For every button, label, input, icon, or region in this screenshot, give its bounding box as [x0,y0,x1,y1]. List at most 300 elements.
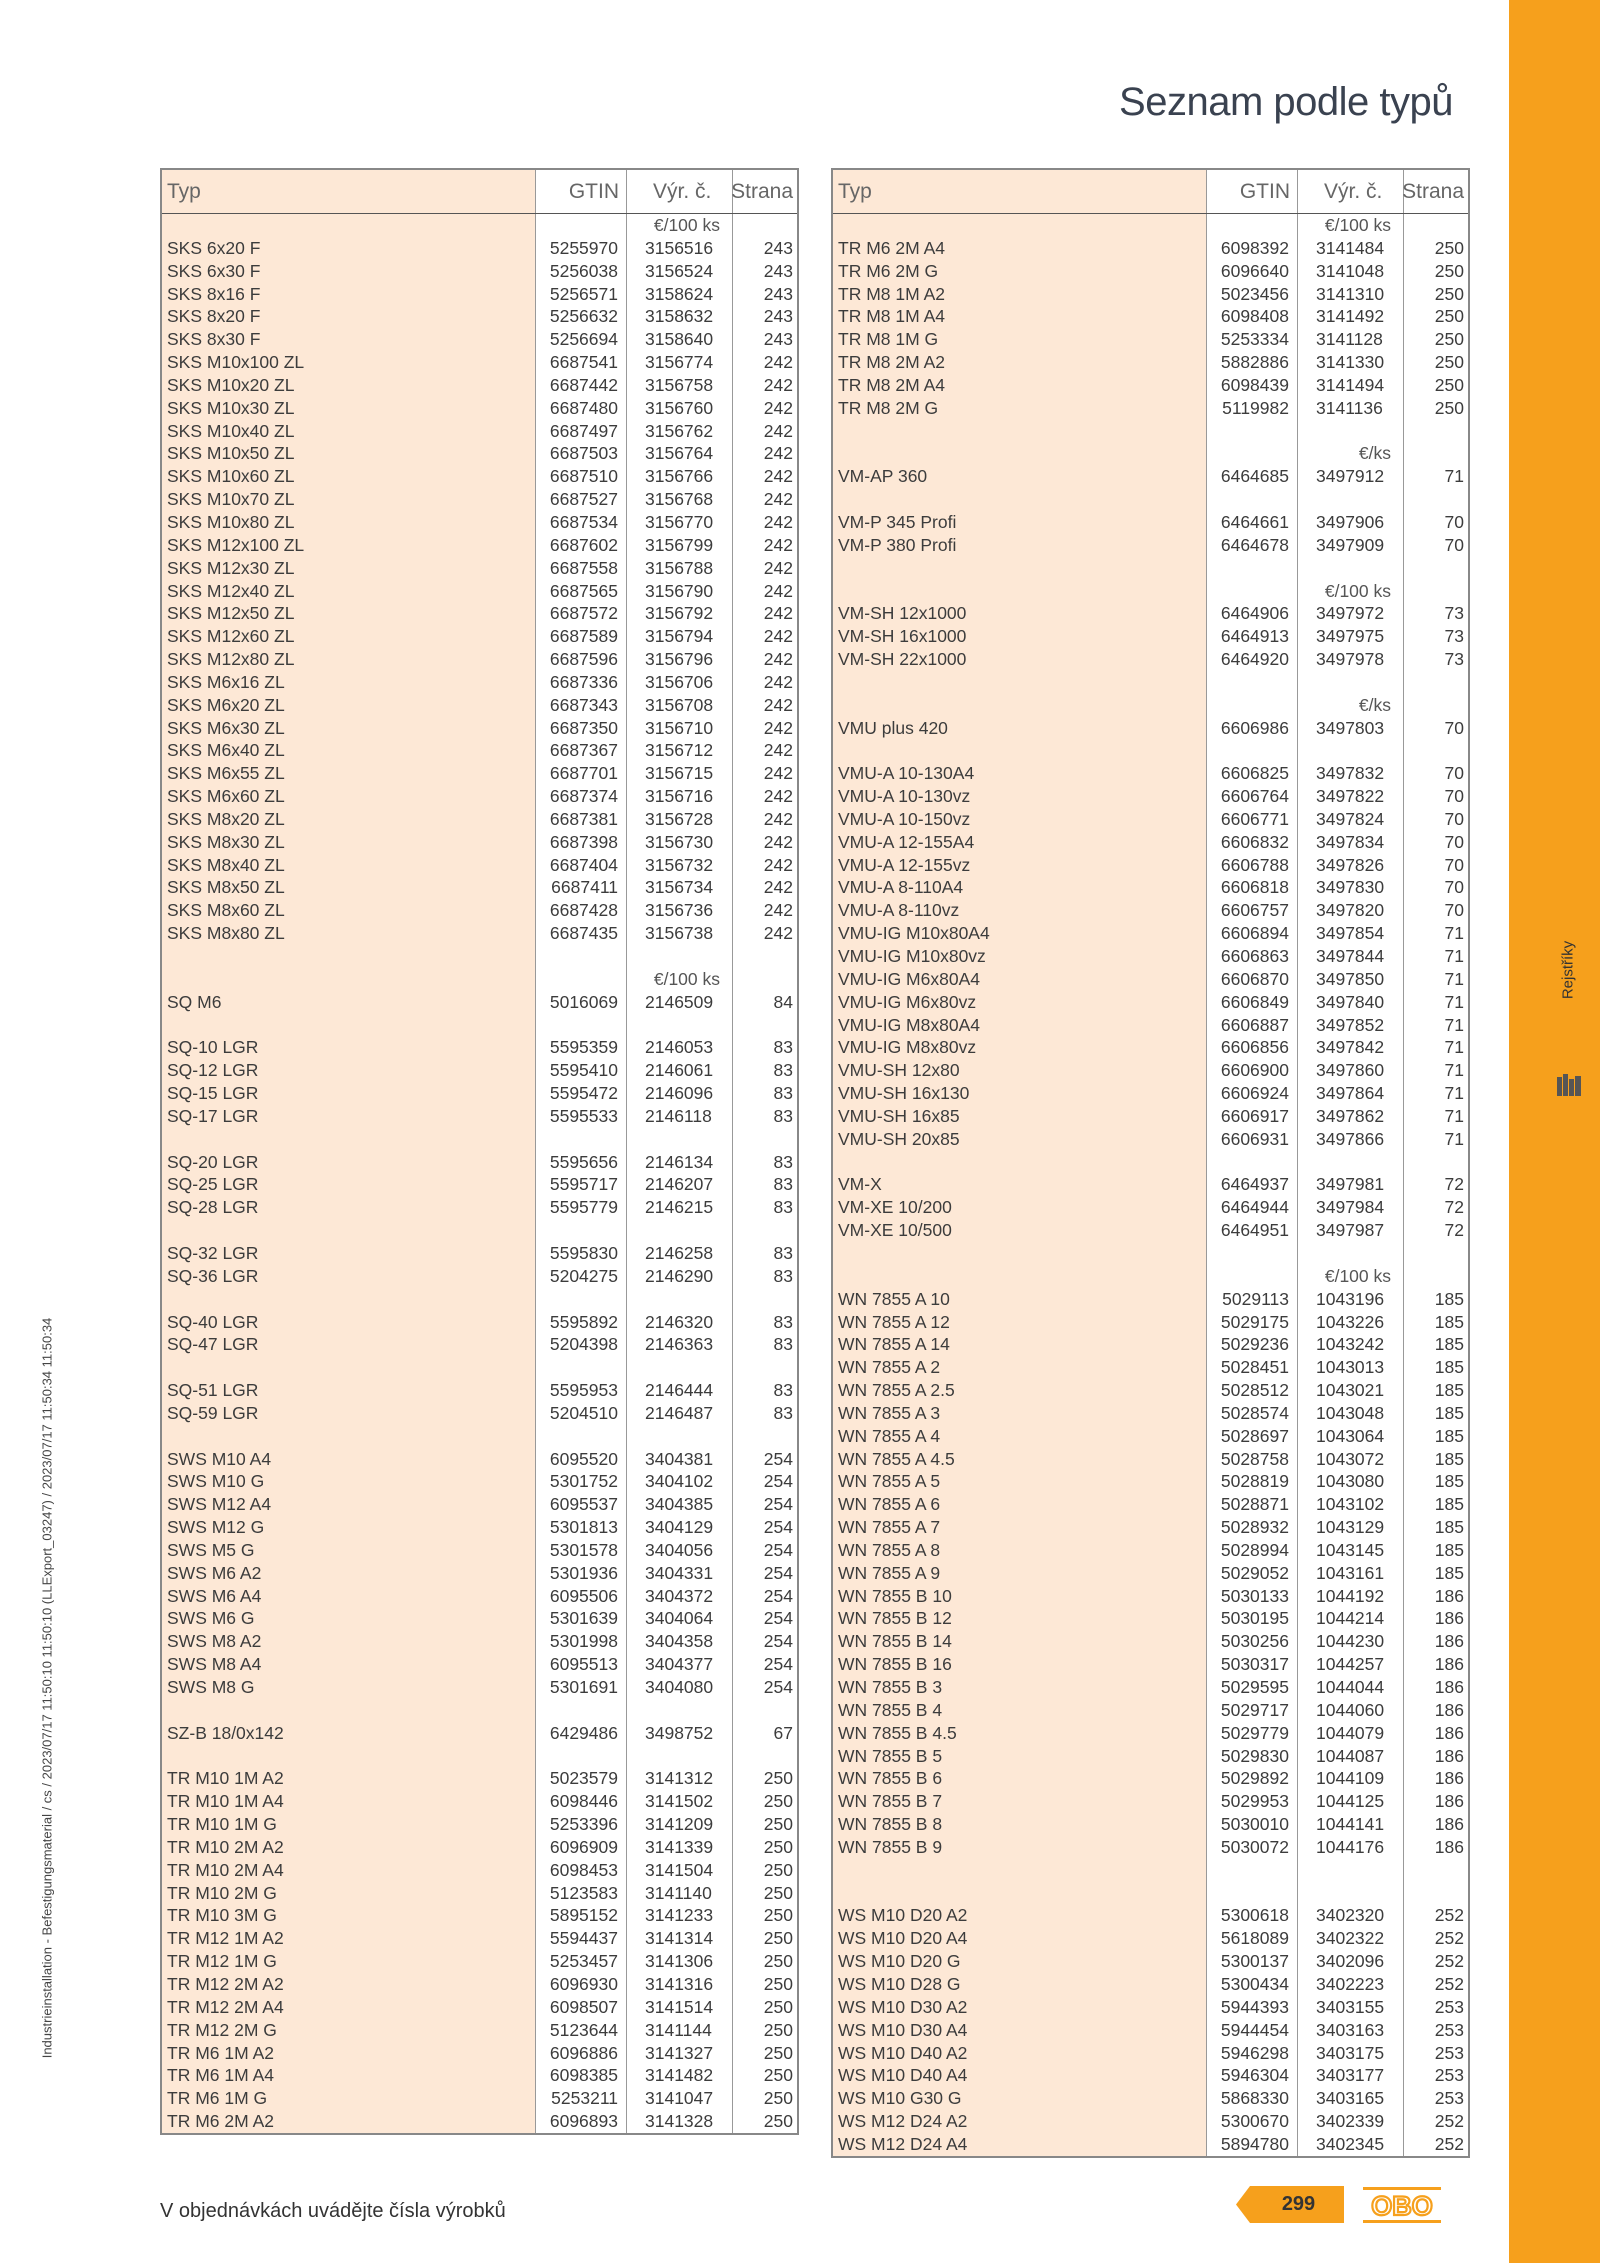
product-table-left [160,168,799,2135]
page-cell: 83 [773,1242,793,1263]
article-number-cell: 3497822 [1316,786,1385,807]
article-number-cell: 1044060 [1316,1699,1385,1720]
type-cell: SWS M12 G [167,1517,265,1538]
page-cell: 242 [763,534,793,555]
gtin-cell: 5595779 [549,1197,618,1218]
type-cell: VMU-IG M10x80A4 [838,923,990,944]
page-cell: 71 [1444,968,1464,989]
gtin-cell: 5030195 [1220,1608,1289,1629]
gtin-cell: 5595359 [549,1037,618,1058]
type-cell: SKS M8x40 ZL [167,854,285,875]
type-cell: SKS 6x20 F [167,237,261,258]
header-gtin: GTIN [1239,180,1290,203]
table-row [833,1082,1468,1105]
product-table-right [831,168,1470,2158]
spacer-row [162,1356,797,1379]
article-number-cell: 3498752 [645,1722,714,1743]
unit-row [833,694,1468,717]
article-number-cell: 1044214 [1316,1608,1385,1629]
table-header [162,170,797,214]
page-cell: 254 [763,1631,793,1652]
obo-logo [1362,2185,1442,2225]
gtin-cell: 5256694 [549,329,618,350]
table-row [162,1904,797,1927]
table-row [833,1379,1468,1402]
table-row [833,1173,1468,1196]
gtin-cell: 6464944 [1220,1197,1289,1218]
table-row [833,1036,1468,1059]
gtin-cell: 5028758 [1220,1448,1289,1469]
page-cell: 254 [763,1539,793,1560]
page-cell: 242 [763,923,793,944]
type-cell: SKS M6x55 ZL [167,763,285,784]
page-cell: 186 [1434,1608,1464,1629]
type-cell: SKS 8x20 F [167,306,261,327]
type-cell: SWS M8 G [167,1677,255,1697]
export-metadata: Industrieinstallation - Befestigungsmaterial / cs / 2023/07/17 11:50:10 11:50:10 (LLExport_03247) / 2023/07/17 11:50:34 11:50:34 [39,1317,55,2059]
page-cell: 185 [1434,1288,1464,1309]
gtin-cell: 5595717 [549,1174,618,1195]
page-cell: 83 [773,1083,793,1104]
article-number-cell: 2146134 [645,1151,714,1172]
type-cell: SQ-36 LGR [167,1265,259,1286]
page-cell: 250 [763,2088,793,2109]
article-number-cell: 3497864 [1316,1083,1385,1104]
page-cell: 242 [763,808,793,829]
gtin-cell: 5946304 [1220,2065,1289,2086]
page-cell: 253 [1434,2065,1464,2086]
table-row [833,991,1468,1014]
type-cell: VM-P 380 Profi [838,534,957,555]
type-cell: SQ-40 LGR [167,1311,259,1332]
type-cell: SWS M6 G [167,1608,255,1629]
type-cell: TR M12 2M G [167,2019,277,2040]
page-cell: 185 [1434,1448,1464,1469]
gtin-cell: 5029595 [1220,1677,1289,1697]
article-number-cell: 3404102 [645,1471,714,1492]
page-cell: 250 [1434,397,1464,418]
type-cell: VMU-IG M10x80vz [838,946,986,966]
page-cell: 250 [763,2019,793,2040]
table-row [162,260,797,283]
article-number-cell: 3497824 [1316,808,1385,829]
gtin-cell: 5029236 [1220,1334,1289,1355]
type-cell: WN 7855 A 2.5 [838,1380,955,1401]
gtin-cell: 5895152 [549,1905,618,1926]
article-number-cell: 3141494 [1316,374,1385,395]
type-cell: WN 7855 A 12 [838,1311,950,1332]
page-cell: 250 [1434,260,1464,281]
table-row [162,808,797,831]
type-cell: SKS 6x30 F [167,260,261,281]
article-number-cell: 3156706 [645,671,714,692]
table-row [162,465,797,488]
article-number-cell: 3497820 [1316,900,1385,921]
type-cell: VM-SH 12x1000 [838,603,967,624]
article-number-cell: 1043161 [1316,1562,1385,1583]
table-row [162,328,797,351]
article-number-cell: 3156728 [645,808,714,829]
article-number-cell: 3141233 [645,1905,714,1926]
table-row [162,397,797,420]
table-row [833,1333,1468,1356]
table-row [162,1653,797,1676]
article-number-cell: 1043021 [1316,1380,1385,1401]
type-cell: SKS M8x30 ZL [167,831,285,852]
article-number-cell: 3497860 [1316,1060,1385,1081]
page-cell: 242 [763,671,793,692]
article-number-cell: 3497981 [1316,1174,1385,1195]
page-cell: 70 [1444,854,1464,875]
article-number-cell: 3156738 [645,923,714,944]
article-number-cell: 3497866 [1316,1128,1385,1149]
article-number-cell: 3156790 [645,580,714,601]
page-cell: 185 [1434,1471,1464,1492]
type-cell: SKS M6x20 ZL [167,694,285,715]
gtin-cell: 5029953 [1220,1791,1289,1812]
type-cell: VMU-A 8-110A4 [838,877,964,898]
table-row [162,1996,797,2019]
page-cell: 73 [1444,626,1464,647]
gtin-cell: 6606931 [1220,1128,1289,1149]
gtin-cell: 6687589 [549,626,618,647]
page-cell: 186 [1434,1814,1464,1835]
table-row [162,1470,797,1493]
article-number-cell: 3402320 [1316,1905,1385,1926]
gtin-cell: 5595892 [549,1311,618,1332]
page-cell: 83 [773,1265,793,1286]
table-row [162,739,797,762]
article-number-cell: 3156715 [645,763,714,784]
page-cell: 243 [763,329,793,350]
gtin-cell: 5594437 [549,1928,618,1949]
article-number-cell: 3497862 [1316,1105,1385,1126]
article-number-cell: 1043145 [1316,1539,1385,1560]
table-row [162,1882,797,1905]
page-cell: 250 [763,1768,793,1789]
table-row [833,1927,1468,1950]
page-cell: 83 [773,1174,793,1195]
table-body [833,214,1468,2156]
type-cell: WN 7855 A 6 [838,1494,941,1515]
table-row [833,1059,1468,1082]
gtin-cell: 5944454 [1220,2019,1289,2040]
article-number-cell: 3403155 [1316,1996,1385,2017]
gtin-cell: 5944393 [1220,1996,1289,2017]
page-cell: 252 [1434,1973,1464,1994]
gtin-cell: 6464913 [1220,626,1289,647]
article-number-cell: 3497803 [1316,717,1385,738]
table-row [833,2087,1468,2110]
table-row [833,808,1468,831]
article-number-cell: 3497909 [1316,534,1385,555]
table-row [162,671,797,694]
article-number-cell: 3141209 [645,1814,714,1835]
page-cell: 70 [1444,831,1464,852]
type-cell: WS M10 D20 G [838,1951,961,1972]
gtin-cell: 6606986 [1220,717,1289,738]
type-cell: TR M8 2M A4 [838,374,945,395]
page-cell: 71 [1444,1128,1464,1149]
page-number: 299 [1281,2193,1316,2215]
table-row [162,1767,797,1790]
type-cell: VMU-A 10-150vz [838,808,971,829]
table-row [833,1493,1468,1516]
article-number-cell: 3497987 [1316,1220,1385,1241]
page-cell: 72 [1444,1174,1464,1195]
page-cell: 73 [1444,649,1464,670]
article-number-cell: 1043226 [1316,1311,1385,1332]
gtin-cell: 6096886 [549,2042,618,2063]
price-unit: €/100 ks [1324,1265,1391,1286]
page-cell: 254 [763,1608,793,1629]
sidebar-section-label[interactable]: Rejstříky [1559,940,1577,1000]
spacer-row [162,1128,797,1151]
gtin-cell: 6606849 [1220,991,1289,1012]
article-number-cell: 2146487 [645,1402,714,1423]
gtin-cell: 6098446 [549,1791,618,1812]
gtin-cell: 6606856 [1220,1037,1289,1058]
article-number-cell: 1044176 [1316,1836,1385,1857]
table-row [833,1973,1468,1996]
page-cell: 73 [1444,603,1464,624]
table-row [162,648,797,671]
article-number-cell: 1043072 [1316,1448,1385,1469]
article-number-cell: 1044087 [1316,1745,1385,1766]
gtin-cell: 6687596 [549,649,618,670]
spacer-row [162,1288,797,1311]
type-cell: SKS M10x30 ZL [167,397,295,418]
page-cell: 71 [1444,991,1464,1012]
spacer-row [833,1151,1468,1174]
table-row [162,1082,797,1105]
gtin-cell: 6687701 [549,763,618,784]
type-cell: SQ-47 LGR [167,1334,259,1355]
type-cell: SQ-15 LGR [167,1083,259,1104]
type-cell: VM-XE 10/500 [838,1220,952,1241]
page-cell: 83 [773,1311,793,1332]
gtin-cell: 6687497 [549,420,618,441]
article-number-cell: 3141502 [645,1791,714,1812]
type-cell: WN 7855 A 14 [838,1334,950,1355]
page-cell: 185 [1434,1517,1464,1538]
table-row [162,351,797,374]
page-cell: 242 [763,649,793,670]
table-row [833,968,1468,991]
type-cell: VM-X [838,1174,882,1195]
gtin-cell: 6464685 [1220,466,1289,487]
page-cell: 72 [1444,1220,1464,1241]
table-row [833,1516,1468,1539]
page-cell: 242 [763,740,793,761]
gtin-cell: 6687381 [549,808,618,829]
table-row [162,1973,797,1996]
type-cell: VMU-SH 20x85 [838,1128,960,1149]
gtin-cell: 6606771 [1220,808,1289,829]
type-cell: WN 7855 B 3 [838,1677,943,1697]
page-cell: 242 [763,900,793,921]
article-number-cell: 3497830 [1316,877,1385,898]
gtin-cell: 5253334 [1220,329,1289,350]
type-cell: VMU-IG M6x80A4 [838,968,980,989]
type-cell: TR M6 1M G [167,2088,268,2109]
page-cell: 254 [763,1494,793,1515]
table-row [833,374,1468,397]
article-number-cell: 3497854 [1316,923,1385,944]
table-row [833,762,1468,785]
table-row [833,1105,1468,1128]
page-cell: 70 [1444,786,1464,807]
price-unit: €/100 ks [1324,215,1391,235]
type-cell: SWS M10 G [167,1471,265,1492]
type-cell: WS M10 D30 A2 [838,1996,968,2017]
article-number-cell: 3402096 [1316,1951,1385,1972]
article-number-cell: 3402322 [1316,1928,1385,1949]
article-number-cell: 3156796 [645,649,714,670]
page-cell: 250 [763,1996,793,2017]
unit-row [162,214,797,237]
gtin-cell: 6606870 [1220,968,1289,989]
article-number-cell: 3141339 [645,1836,714,1857]
page-cell: 186 [1434,1631,1464,1652]
article-number-cell: 1044125 [1316,1791,1385,1812]
type-cell: SKS M8x20 ZL [167,808,285,829]
page-cell: 242 [763,580,793,601]
article-number-cell: 3497842 [1316,1037,1385,1058]
type-cell: VM-XE 10/200 [838,1197,952,1218]
type-cell: SKS M8x50 ZL [167,877,285,898]
table-row [162,2087,797,2110]
article-number-cell: 1043064 [1316,1425,1385,1446]
type-cell: SQ-59 LGR [167,1402,259,1423]
type-cell: SKS M10x50 ZL [167,443,295,464]
type-cell: WN 7855 B 4.5 [838,1722,957,1743]
table-row [162,1607,797,1630]
gtin-cell: 5029830 [1220,1745,1289,1766]
gtin-cell: 5030072 [1220,1836,1289,1857]
type-cell: VM-SH 22x1000 [838,649,967,670]
type-cell: TR M8 1M G [838,329,939,350]
spacer-row [162,1699,797,1722]
gtin-cell: 6096893 [549,2111,618,2132]
type-cell: SQ-32 LGR [167,1242,259,1263]
header-typ: Typ [167,180,201,203]
table-row [162,1448,797,1471]
page-cell: 185 [1434,1334,1464,1355]
gtin-cell: 5028871 [1220,1494,1289,1515]
page-cell: 71 [1444,1105,1464,1126]
gtin-cell: 5300670 [1220,2111,1289,2132]
article-number-cell: 3497852 [1316,1014,1385,1035]
gtin-cell: 5256571 [549,283,618,304]
table-row [833,237,1468,260]
gtin-cell: 5023456 [1220,283,1289,304]
table-row [833,1904,1468,1927]
page-cell: 242 [763,717,793,738]
article-number-cell: 3156768 [645,489,714,510]
page-cell: 253 [1434,2019,1464,2040]
gtin-cell: 5030010 [1220,1814,1289,1835]
gtin-cell: 6606863 [1220,946,1289,966]
type-cell: VMU plus 420 [838,717,948,738]
table-row [162,1539,797,1562]
page-cell: 242 [763,831,793,852]
index-tabs-icon[interactable] [1557,1074,1581,1096]
page-cell: 186 [1434,1768,1464,1789]
type-cell: WN 7855 A 4.5 [838,1448,955,1469]
article-number-cell: 3141144 [645,2019,712,2040]
table-row [833,2019,1468,2042]
type-cell: SQ-25 LGR [167,1174,259,1195]
article-number-cell: 3141504 [645,1859,714,1880]
gtin-cell: 6098439 [1220,374,1289,395]
unit-row [162,968,797,991]
article-number-cell: 3404056 [645,1539,714,1560]
type-cell: WS M10 G30 G [838,2088,962,2109]
gtin-cell: 6687411 [551,877,618,898]
table-row [833,1311,1468,1334]
table-row [162,1859,797,1882]
page-cell: 70 [1444,877,1464,898]
gtin-cell: 5123644 [549,2019,618,2040]
type-cell: SQ-10 LGR [167,1037,259,1058]
page-cell: 185 [1434,1562,1464,1583]
type-cell: SKS M12x30 ZL [167,557,295,578]
type-cell: WN 7855 B 10 [838,1585,952,1606]
type-cell: SKS M6x60 ZL [167,786,285,807]
type-cell: WS M10 D40 A2 [838,2042,968,2063]
page-cell: 243 [763,283,793,304]
page-cell: 71 [1444,946,1464,966]
type-cell: VM-SH 16x1000 [838,626,967,647]
gtin-cell: 5595533 [549,1105,618,1126]
page-cell: 70 [1444,808,1464,829]
gtin-cell: 5016069 [549,991,618,1012]
type-cell: SZ-B 18/0x142 [167,1722,284,1743]
page-cell: 254 [763,1562,793,1583]
table-row [162,1173,797,1196]
type-cell: SKS M8x80 ZL [167,923,285,944]
gtin-cell: 6606924 [1220,1083,1289,1104]
article-number-cell: 3497984 [1316,1197,1385,1218]
table-row [833,1356,1468,1379]
gtin-cell: 5028512 [1220,1380,1289,1401]
table-row [162,420,797,443]
article-number-cell: 2146215 [645,1197,714,1218]
article-number-cell: 3156762 [645,420,714,441]
gtin-cell: 5301936 [549,1562,618,1583]
page-cell: 254 [763,1677,793,1697]
gtin-cell: 5028819 [1220,1471,1289,1492]
article-number-cell: 3141312 [645,1768,714,1789]
table-row [162,1311,797,1334]
page-cell: 250 [763,1814,793,1835]
gtin-cell: 6096640 [1220,260,1289,281]
article-number-cell: 3156758 [645,374,714,395]
table-row [833,511,1468,534]
page-cell: 70 [1444,763,1464,784]
table-row [162,1379,797,1402]
header-gtin: GTIN [568,180,619,203]
page-cell: 242 [763,443,793,464]
type-cell: SQ-28 LGR [167,1197,259,1218]
type-cell: TR M10 1M A4 [167,1791,284,1812]
gtin-cell: 5030317 [1220,1654,1289,1675]
gtin-cell: 5028697 [1220,1425,1289,1446]
page-cell: 253 [1434,2042,1464,2063]
header-strana: Strana [1402,180,1464,203]
article-number-cell: 3156760 [645,397,714,418]
